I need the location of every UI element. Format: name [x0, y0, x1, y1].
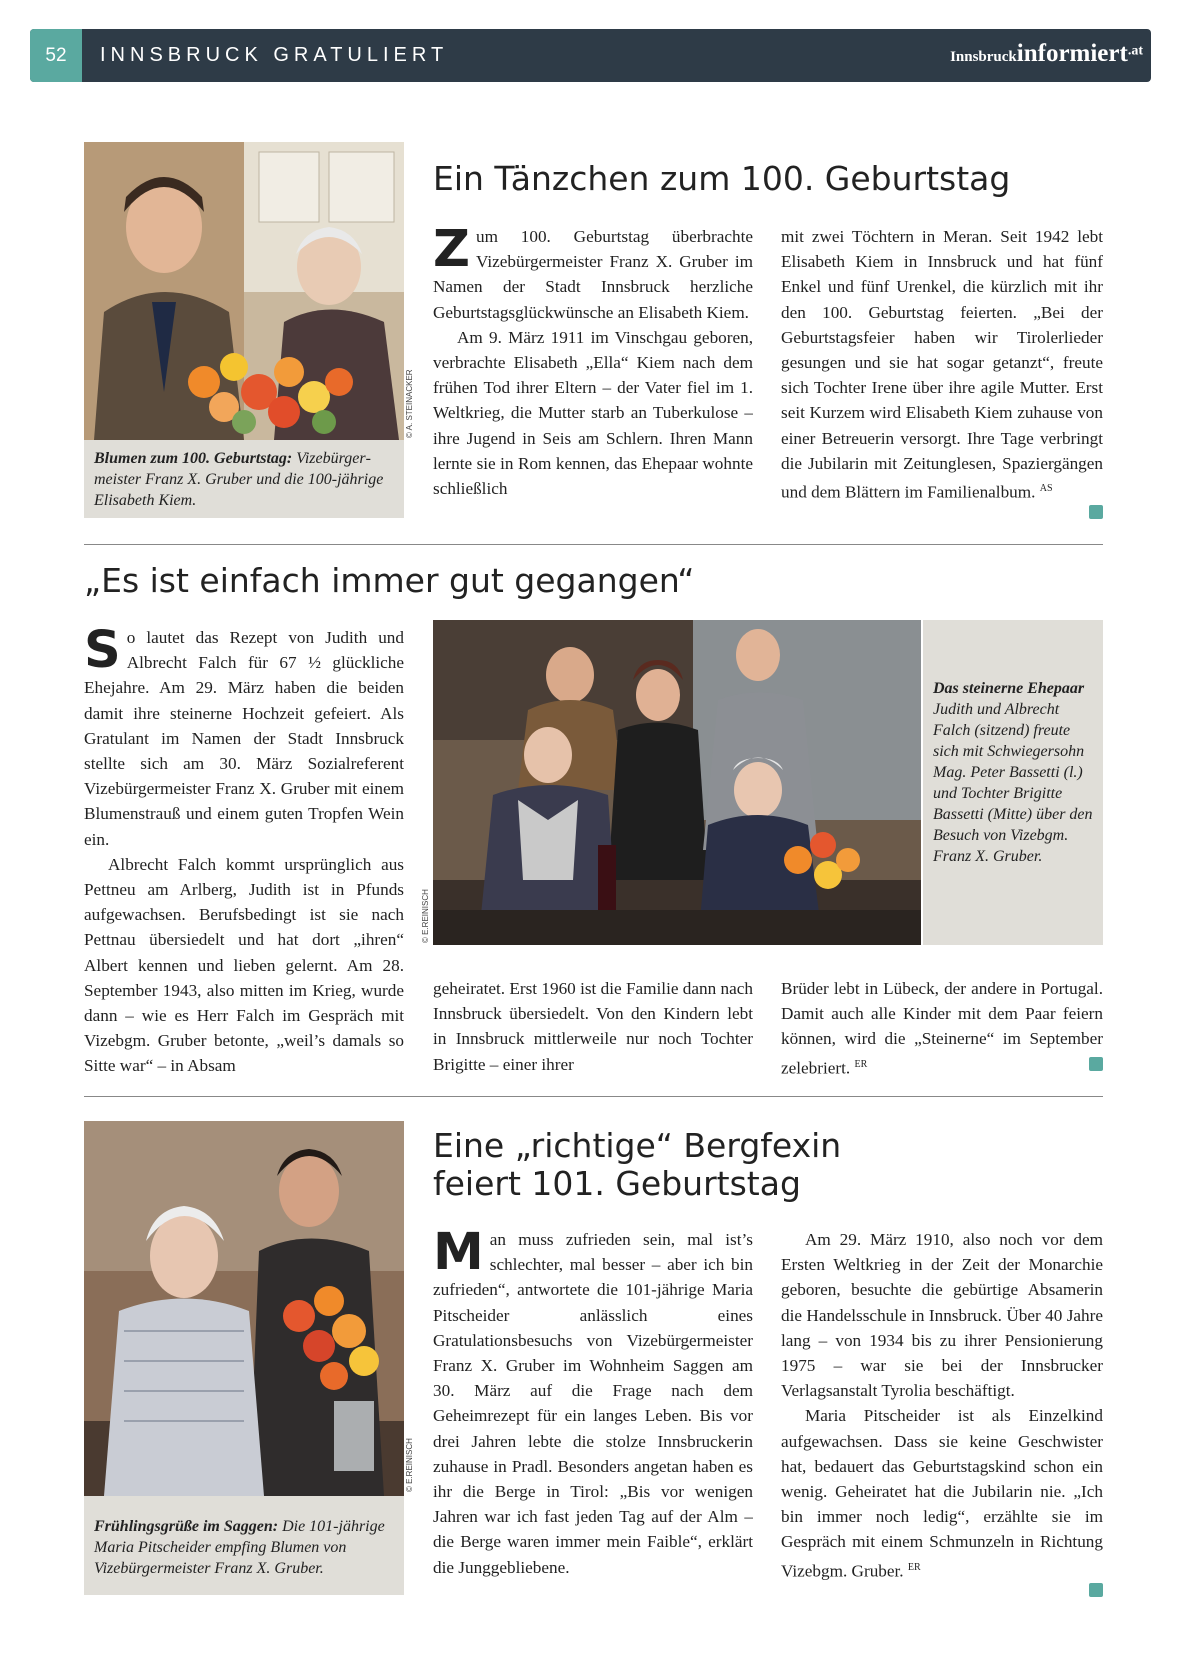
paragraph: Maria Pitscheider ist als Einzelkind aufgewachsen. Dass sie keine Geschwister hat, bedauert das Geburtstagskind schon ein wenig. Geheiratet hat die Jubilarin nie. „Ich bin immer noch ledig“, erzählte sie im Gespräch mit einem Schmunzeln in Richtung Vizebgm. Gruber. — [781, 1406, 1103, 1581]
author-signature: ER — [854, 1058, 868, 1070]
author-signature: AS — [1039, 483, 1053, 495]
article-end-icon — [1089, 1583, 1103, 1597]
drop-cap: Z — [433, 224, 470, 279]
logo-prefix: Innsbruck — [950, 49, 1017, 65]
author-signature: ER — [907, 1561, 921, 1573]
caption-text: Judith und Albrecht Falch (sitzend) freute sich mit Schwiegersohn Mag. Peter Bassetti (l.) und Tochter Brigitte Bassetti (Mitte) über den Besuch von Vizebgm. Franz X. Gruber. — [933, 701, 1093, 865]
paragraph: Am 29. März 1910, also noch vor dem Ersten Weltkrieg in der Zeit der Monarchie geboren, besuchte die gebürtige Absamerin die Handelsschule in Innsbruck. Über 40 Jahre lang – von 1934 bis zu ihrer Pensionierung 1975 – war sie bei der Innsbrucker Verlagsanstalt Tyrolia beschäftigt. — [781, 1230, 1103, 1401]
paragraph: mit zwei Töchtern in Meran. Seit 1942 lebt Elisabeth Kiem in Innsbruck und hat fünf Enkel und fünf Urenkel, die kürzlich mit ihr den 100. Geburtstag feierten. „Bei der Geburtstagsfeier haben wir Tirolerlieder gesungen und sie hat sogar getanzt“, freute sich Tochter Irene über ihre agile Mutter. Erst seit Kurzem wird Elisabeth Kiem zuhause von einer Betreuerin versorgt. Ihre Tage verbringt die Jubilarin mit Zeitunglesen, Spaziergängen und dem Blättern im Familienalbum. — [781, 227, 1103, 502]
article-column — [433, 224, 753, 526]
caption-text: Vizebürgermeister Franz X. Gruber und die 100-jährige Elisabeth Kiem. — [94, 450, 384, 509]
drop-cap: S — [84, 625, 121, 680]
article-headline: Ein Tänzchen zum 100. Geburtstag — [433, 159, 1011, 198]
article-column — [781, 1227, 1103, 1607]
paragraph: o lautet das Rezept von Judith und Albrecht Falch für 67 ½ glückliche Ehejahre. Am 29. März haben die beiden damit ihre steinerne Hochzeit gefeiert. Als Gratulant im Namen der Stadt Innsbruck stellte sich am 30. März Sozialreferent Vizebürgermeister Franz X. Gruber mit einem Blumenstrauß und einem guten Tropfen Wein ein. — [84, 628, 404, 849]
drop-cap: M — [433, 1227, 484, 1282]
article-column — [781, 224, 1103, 526]
paragraph: Brüder lebt in Lübeck, der andere in Portugal. Damit auch alle Kinder mit dem Paar feiern können, wird die „Steinerne“ im September zelebriert. — [781, 979, 1103, 1078]
section-title: INNSBRUCK GRATULIERT — [100, 44, 449, 66]
photo-caption — [84, 1496, 404, 1595]
paragraph: Albrecht Falch kommt ursprünglich aus Pettneu am Arlberg, Judith ist in Pfunds aufgewachsen. Berufsbedingt ist sie nach Pettnau übersiedelt und hat dort „ihren“ Albert kennen und lieben gelernt. Am 28. September 1943, also mitten im Krieg, wurde dann – wie es Herr Falch im Gespräch mit Vizebgm. Gruber betonte, „weil’s damals so Sitte war“ – in Absam — [84, 854, 404, 1076]
photo-credit: © E.REINISCH — [405, 1438, 414, 1492]
article-end-icon — [1089, 505, 1103, 519]
photo-elisabeth-kiem — [84, 142, 404, 440]
divider — [84, 544, 1103, 545]
logo-suffix: .at — [1127, 43, 1143, 59]
logo-main: informiert — [1016, 40, 1128, 67]
article-column — [433, 1227, 753, 1607]
photo-caption — [84, 440, 404, 518]
paragraph: um 100. Geburtstag überbrachte Vizebürgermeister Franz X. Gruber im Namen der Stadt Innsbruck herzliche Geburtstagsglückwünsche an Elisabeth Kiem. — [433, 227, 753, 322]
photo-credit: © A. STEINACKER — [405, 369, 414, 438]
article-column — [781, 976, 1103, 1080]
photo-credit: © E.REINISCH — [421, 889, 430, 943]
headline-line: feiert 101. Geburtstag — [433, 1164, 801, 1203]
publication-logo — [950, 40, 1143, 68]
paragraph: Am 9. März 1911 im Vinschgau geboren, verbrachte Elisabeth „Ella“ Kiem nach dem frühen Tod ihrer Eltern – der Vater fiel im 1. Weltkrieg, die Mutter starb an Tuberkulose – ihre Jugend in Seis am Schlern. Ihren Mann lernte sie in Rom kennen, das Ehepaar wohnte schließlich — [433, 327, 753, 499]
caption-lead: Blumen zum 100. Geburtstag: — [94, 450, 293, 467]
paragraph: an muss zufrieden sein, mal ist’s schlechter, mal besser – aber ich bin zufrieden“, antwortete die 101-jährige Maria Pitscheider anlässlich eines Gratulationsbesuchs von Vizebürgermeister Franz X. Gruber im Wohnheim Saggen am 30. März auf die Frage nach dem Geheimrezept für ein langes Leben. Bis vor drei Jahren lebte die stolze Innsbruckerin zuhause in Pradl. Besonders angetan haben es ihr die Berge in Tirol: „Bis vor wenigen Jahren war ich fast jeden Tag auf der Alm – die Berge waren immer mein Faible“, erklärt die Junggebliebene. — [433, 1230, 753, 1577]
caption-lead: Das steinerne Ehepaar — [933, 680, 1085, 697]
caption-lead: Frühlingsgrüße im Saggen: — [94, 1518, 279, 1535]
photo-maria-pitscheider — [84, 1121, 404, 1496]
article-headline: „Es ist einfach immer gut gegangen“ — [84, 561, 695, 600]
page-number: 52 — [30, 29, 82, 82]
article-headline — [433, 1127, 1073, 1203]
article-column — [433, 976, 753, 1080]
article-column — [84, 625, 404, 1080]
paragraph: geheiratet. Erst 1960 ist die Familie dann nach Innsbruck übersiedelt. Von den Kindern lebt in Innsbruck mittlerweile nur noch Tochter Brigitte – einer ihrer — [433, 979, 753, 1074]
article-end-icon — [1089, 1057, 1103, 1071]
caption-text: Die 101-jährige Maria Pitscheider empfing Blumen von Vizebürgermeister Franz X. Gruber. — [94, 1518, 385, 1577]
photo-falch-family — [433, 620, 921, 945]
photo-caption — [923, 620, 1103, 945]
headline-line: Eine „richtige“ Bergfexin — [433, 1126, 842, 1165]
divider — [84, 1096, 1103, 1097]
